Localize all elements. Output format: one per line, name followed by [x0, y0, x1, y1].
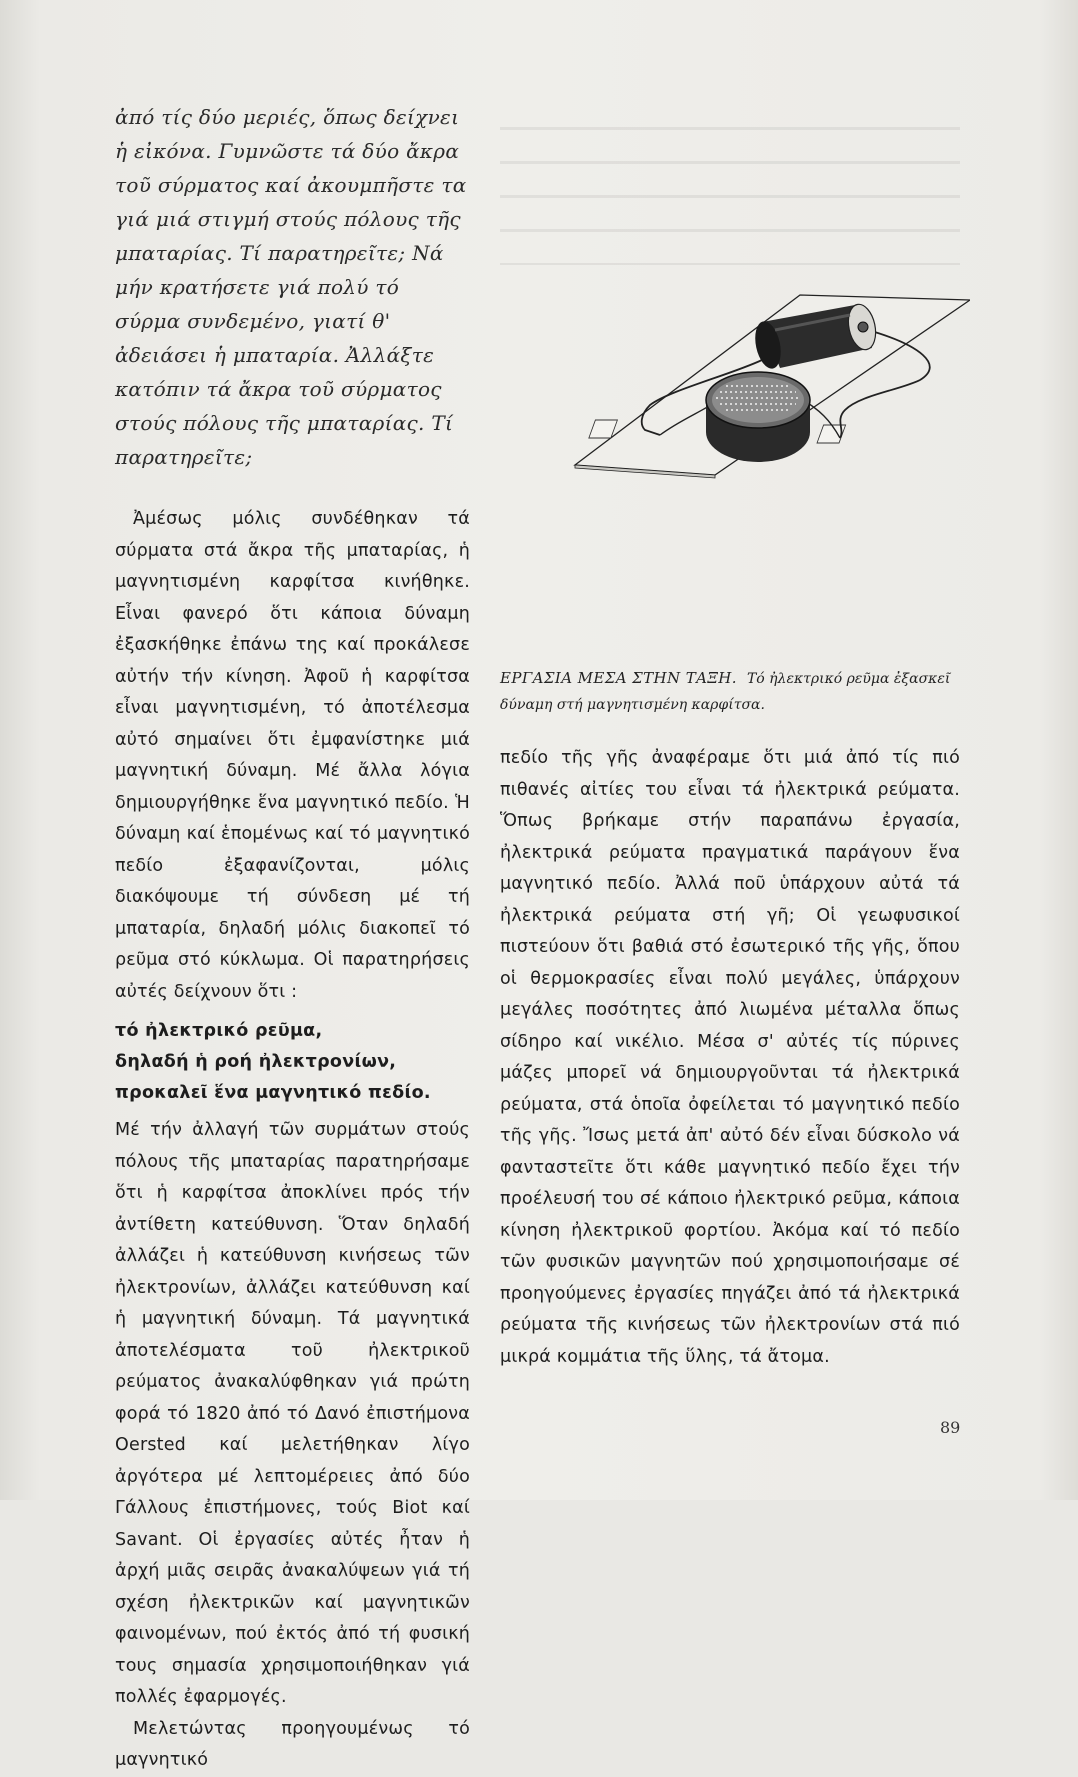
key-statement-line-1: τό ἠλεκτρικό ρεῦμα,: [115, 1021, 323, 1041]
instructions-italic: ἀπό τίς δύο μεριές, ὅπως δείχνει ἡ εἰκόνα. Γυμνῶστε τά δύο ἄκρα τοῦ σύρματος καί ἀκουμπῆστε τα γιά μιά στιγμή στούς πόλους τῆς μπαταρίας. Τί παρατηρεῖτε; Νά μήν κρατήσετε γιά πολύ τό σύρμα συνδεμένο, γιατί θ' ἀδειάσει ἡ μπαταρία. Ἀλλάξτε κατόπιν τά ἄκρα τοῦ σύρματος στούς πόλους τῆς μπαταρίας. Τί παρατηρεῖτε;: [115, 105, 467, 469]
experiment-illustration: [500, 270, 970, 670]
compass-dish: [706, 372, 810, 462]
caption-text: Τό ἠλεκτρικό ρεῦμα ἐξασκεῖ δύναμη στή μαγνητισμένη καρφίτσα.: [500, 671, 951, 713]
key-statement: [115, 1016, 470, 1109]
caption-heading: ΕΡΓΑΣΙΑ ΜΕΣΑ ΣΤΗΝ ΤΑΞΗ.: [500, 669, 737, 687]
bleed-through-texture: [500, 105, 960, 265]
paragraph-history: Μέ τήν ἀλλαγή τῶν συρμάτων στούς πόλους τῆς μπαταρίας παρατηρήσαμε ὅτι ἡ καρφίτσα ἀποκλίνει πρός τήν ἀντίθετη κατεύθυνση. Ὅταν δηλαδή ἀλλάζει ἡ κατεύθυνση κινήσεως τῶν ἠλεκτρονίων, ἀλλάζει κατεύθυνση καί ἡ μαγνητική δύναμη. Τά μαγνητικά ἀποτελέσματα τοῦ ἠλεκτρικοῦ ρεύματος ἀνακαλύφθηκαν γιά πρώτη φορά τό 1820 ἀπό τό Δανό ἐπιστήμονα Oersted καί μελετήθηκαν λίγο ἀργότερα μέ λεπτομέρειες ἀπό δύο Γάλλους ἐπιστήμονες, τούς Biot καί Savant. Οἱ ἐργασίες αὐτές ἦταν ἡ ἀρχή μιᾶς σειρᾶς ἀνακαλύψεων γιά τή σχέση ἠλεκτρικῶν καί μαγνητικῶν φαινομένων, πού ἐκτός ἀπό τή φυσική τους σημασία χρησιμοποιήθηκαν γιά πολλές ἐφαρμογές.: [115, 1120, 470, 1707]
paragraph-observation: Ἀμέσως μόλις συνδέθηκαν τά σύρματα στά ἄκρα τῆς μπαταρίας, ἡ μαγνητισμένη καρφίτσα κινήθηκε. Εἶναι φανερό ὅτι κάποια δύναμη ἐξασκήθηκε ἐπάνω της καί προκάλεσε αὐτήν τήν κίνηση. Ἀφοῦ ἡ καρφίτσα εἶναι μαγνητισμένη, τό ἀποτέλεσμα αὐτό σημαίνει ὅτι ἐμφανίστηκε μιά μαγνητική δύναμη. Μέ ἄλλα λόγια δημιουργήθηκε ἕνα μαγνητικό πεδίο. Ἡ δύναμη καί ἑπομένως καί τό μαγνητικό πεδίο ἐξαφανίζονται, μόλις διακόψουμε τή σύνδεση μέ τή μπαταρία, δηλαδή μόλις διακοπεῖ τό ρεῦμα στό κύκλωμα. Οἱ παρατηρήσεις αὐτές δείχνουν ὅτι :: [115, 509, 470, 1002]
key-statement-line-3: προκαλεῖ ἕνα μαγνητικό πεδίο.: [115, 1083, 431, 1103]
battery-compass-drawing: [500, 270, 970, 670]
page-number: 89: [940, 1418, 961, 1437]
key-statement-line-2: δηλαδή ἡ ροή ἠλεκτρονίων,: [115, 1052, 397, 1072]
left-column: [115, 100, 470, 1777]
figure-caption: [500, 665, 965, 718]
right-column: [500, 743, 960, 1373]
paragraph-earth-field: πεδίο τῆς γῆς ἀναφέραμε ὅτι μιά ἀπό τίς πιό πιθανές αἰτίες του εἶναι τά ἠλεκτρικά ρεύματα. Ὅπως βρήκαμε στήν παραπάνω ἐργασία, ἠλεκτρικά ρεύματα πραγματικά παράγουν ἕνα μαγνητικό πεδίο. Ἀλλά ποῦ ὑπάρχουν αὐτά τά ἠλεκτρικά ρεύματα στή γῆ; Οἱ γεωφυσικοί πιστεύουν ὅτι βαθιά στό ἐσωτερικό τῆς γῆς, ὅπου οἱ θερμοκρασίες εἶναι πολύ μεγάλες, ὑπάρχουν μεγάλες ποσότητες ἀπό λιωμένα μέταλλα ὅπως σίδηρο καί νικέλιο. Μέσα σ' αὐτές τίς πύρινες μάζες μπορεῖ νά δημιουργοῦνται τά ἠλεκτρικά ρεύματα, στά ὁποῖα ὀφείλεται τό μαγνητικό πεδίο τῆς γῆς. Ἴσως μετά ἀπ' αὐτό δέν εἶναι δύσκολο νά φανταστεῖτε ὅτι κάθε μαγνητικό πεδίο ἔχει τήν προέλευσή του σέ κάποιο ἠλεκτρικό ρεῦμα, κάποια κίνηση ἠλεκτρικοῦ φορτίου. Ἀκόμα καί τό πεδίο τῶν φυσικῶν μαγνητῶν πού χρησιμοποιήσαμε σέ προηγούμενες ἐργασίες πηγάζει ἀπό τά ἠλεκτρικά ρεύματα τῆς κινήσεως τῶν ἠλεκτρονίων στά πιό μικρά κομμάτια τῆς ὕλης, τά ἄτομα.: [500, 748, 960, 1367]
paragraph-continuation: Μελετώντας προηγουμένως τό μαγνητικό: [115, 1718, 470, 1770]
left-clip: [589, 420, 618, 438]
